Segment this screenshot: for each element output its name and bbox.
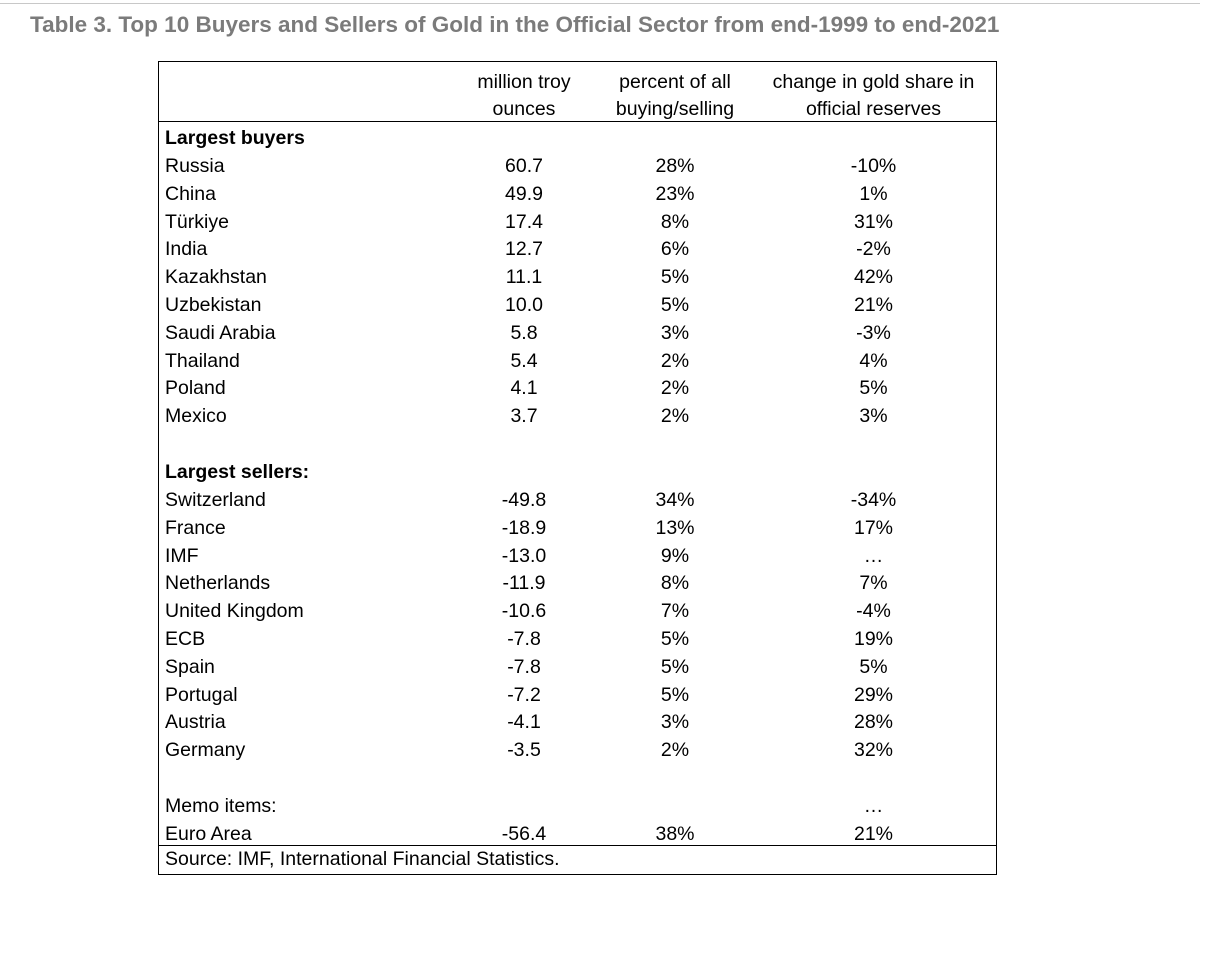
row-name: Uzbekistan	[165, 294, 262, 316]
row-percent: 13%	[655, 516, 695, 539]
row-ounces: 4.1	[510, 377, 538, 400]
table-caption: Table 3. Top 10 Buyers and Sellers of Gold in the Official Sector from end-1999 to end-2021	[30, 12, 1000, 37]
row-percent: 5%	[660, 683, 690, 706]
row-change: 31%	[853, 210, 894, 233]
row-ounces: -18.9	[501, 516, 547, 539]
row-change: 1%	[859, 182, 888, 205]
row-percent: 3%	[660, 321, 690, 344]
header-line: ounces	[492, 98, 556, 120]
header-percent-buying-selling	[609, 69, 741, 123]
top-divider	[0, 3, 1200, 4]
table-row	[159, 235, 996, 263]
table-row	[159, 681, 996, 709]
source-row	[159, 845, 996, 874]
row-ounces: 60.7	[505, 155, 543, 177]
row-change: 5%	[859, 377, 888, 400]
row-change: 3%	[859, 405, 888, 428]
row-ounces: 3.7	[510, 405, 538, 428]
gold-table	[158, 61, 997, 875]
row-change: 7%	[859, 572, 888, 595]
row-ounces: -11.9	[502, 572, 546, 595]
buyers-heading-row	[159, 124, 996, 152]
row-percent: 5%	[660, 655, 690, 678]
table-row	[159, 653, 996, 681]
row-name: Germany	[165, 739, 246, 762]
row-ounces: -10.6	[501, 600, 547, 623]
row-ounces: -56.4	[501, 823, 547, 845]
row-name: China	[165, 182, 216, 205]
row-name: United Kingdom	[165, 600, 304, 623]
row-change: 21%	[853, 294, 894, 316]
table-row	[159, 319, 996, 347]
row-name: Kazakhstan	[165, 266, 267, 289]
row-change: 4%	[859, 349, 888, 372]
table-row	[159, 263, 996, 291]
table-row	[159, 347, 996, 375]
row-ounces: 5.4	[510, 349, 538, 372]
row-name: Russia	[165, 155, 225, 177]
header-line: official reserves	[805, 98, 942, 120]
row-percent: 5%	[660, 266, 690, 289]
row-ounces: 5.8	[510, 321, 538, 344]
row-percent: 8%	[660, 210, 690, 233]
row-change: 32%	[853, 739, 894, 762]
table-row	[159, 208, 996, 236]
header-line: change in gold share in	[772, 71, 975, 93]
header-change-gold-share	[759, 69, 988, 123]
row-name: Netherlands	[165, 572, 271, 595]
header-million-troy-ounces	[459, 69, 589, 123]
buyers-heading: Largest buyers	[165, 127, 305, 149]
row-ounces: -49.8	[501, 489, 547, 511]
row-change: 28%	[853, 711, 894, 734]
memo-heading-row	[159, 792, 996, 820]
row-percent: 2%	[660, 349, 690, 372]
row-percent: 9%	[660, 544, 690, 567]
row-name: IMF	[165, 544, 199, 567]
row-change: …	[863, 544, 884, 567]
header-line: percent of all	[619, 71, 731, 93]
row-ounces: 11.1	[505, 266, 543, 289]
row-percent: 3%	[660, 711, 690, 734]
row-name: France	[165, 516, 226, 539]
row-name: Poland	[165, 377, 226, 400]
source-note: Source: IMF, International Financial Statistics.	[165, 848, 560, 870]
row-name: Austria	[165, 711, 226, 734]
table-row	[159, 374, 996, 402]
memo-heading-change: …	[863, 795, 884, 817]
header-line: million troy	[477, 71, 571, 93]
row-percent: 8%	[660, 572, 690, 595]
row-change: 19%	[853, 628, 894, 650]
row-percent: 2%	[660, 377, 690, 400]
row-change: -3%	[856, 321, 891, 344]
row-name: ECB	[165, 628, 206, 650]
row-percent: 7%	[660, 600, 690, 623]
row-ounces: -3.5	[507, 739, 541, 762]
row-name: Türkiye	[165, 210, 229, 233]
sellers-heading-row	[159, 458, 996, 486]
header-line: buying/selling	[615, 98, 735, 120]
table-row	[159, 597, 996, 625]
row-name: Mexico	[165, 405, 227, 428]
table-row	[159, 736, 996, 764]
table-row	[159, 152, 996, 180]
row-change: -34%	[850, 489, 897, 511]
sellers-heading: Largest sellers:	[165, 461, 310, 483]
row-percent: 23%	[655, 182, 695, 205]
table-row	[159, 708, 996, 736]
row-name: India	[165, 238, 208, 261]
row-percent: 5%	[660, 628, 690, 650]
row-ounces: -7.2	[507, 683, 541, 706]
row-name: Portugal	[165, 683, 238, 706]
table-row	[159, 402, 996, 430]
row-ounces: 10.0	[505, 294, 543, 316]
table-row	[159, 625, 996, 653]
row-change: 42%	[853, 266, 894, 289]
row-ounces: -7.8	[507, 655, 541, 678]
table-header	[159, 62, 996, 122]
row-name: Switzerland	[165, 489, 266, 511]
row-percent: 38%	[655, 823, 695, 845]
row-change: 21%	[853, 823, 894, 845]
row-change: 29%	[853, 683, 894, 706]
row-change: -2%	[856, 238, 891, 261]
memo-heading: Memo items:	[165, 795, 277, 817]
row-percent: 2%	[660, 739, 690, 762]
row-name: Thailand	[165, 349, 240, 372]
row-ounces: -4.1	[507, 711, 541, 734]
table-row	[159, 486, 996, 514]
row-name: Saudi Arabia	[165, 321, 276, 344]
row-percent: 28%	[655, 155, 695, 177]
table-row	[159, 514, 996, 542]
memo-row-euro-area	[159, 820, 996, 848]
row-name: Spain	[165, 655, 215, 678]
row-name: Euro Area	[165, 823, 252, 845]
table-row	[159, 569, 996, 597]
row-ounces: 12.7	[505, 238, 543, 261]
table-row	[159, 291, 996, 319]
row-ounces: 49.9	[505, 182, 543, 205]
table-row	[159, 542, 996, 570]
row-change: -4%	[856, 600, 891, 623]
row-change: 17%	[853, 516, 894, 539]
row-change: -10%	[850, 155, 897, 177]
row-percent: 2%	[660, 405, 690, 428]
row-percent: 5%	[660, 294, 690, 316]
row-change: 5%	[859, 655, 888, 678]
row-percent: 6%	[660, 238, 690, 261]
row-ounces: 17.4	[505, 210, 543, 233]
row-ounces: -13.0	[501, 544, 547, 567]
row-percent: 34%	[655, 489, 695, 511]
row-ounces: -7.8	[507, 628, 541, 650]
table-row	[159, 180, 996, 208]
